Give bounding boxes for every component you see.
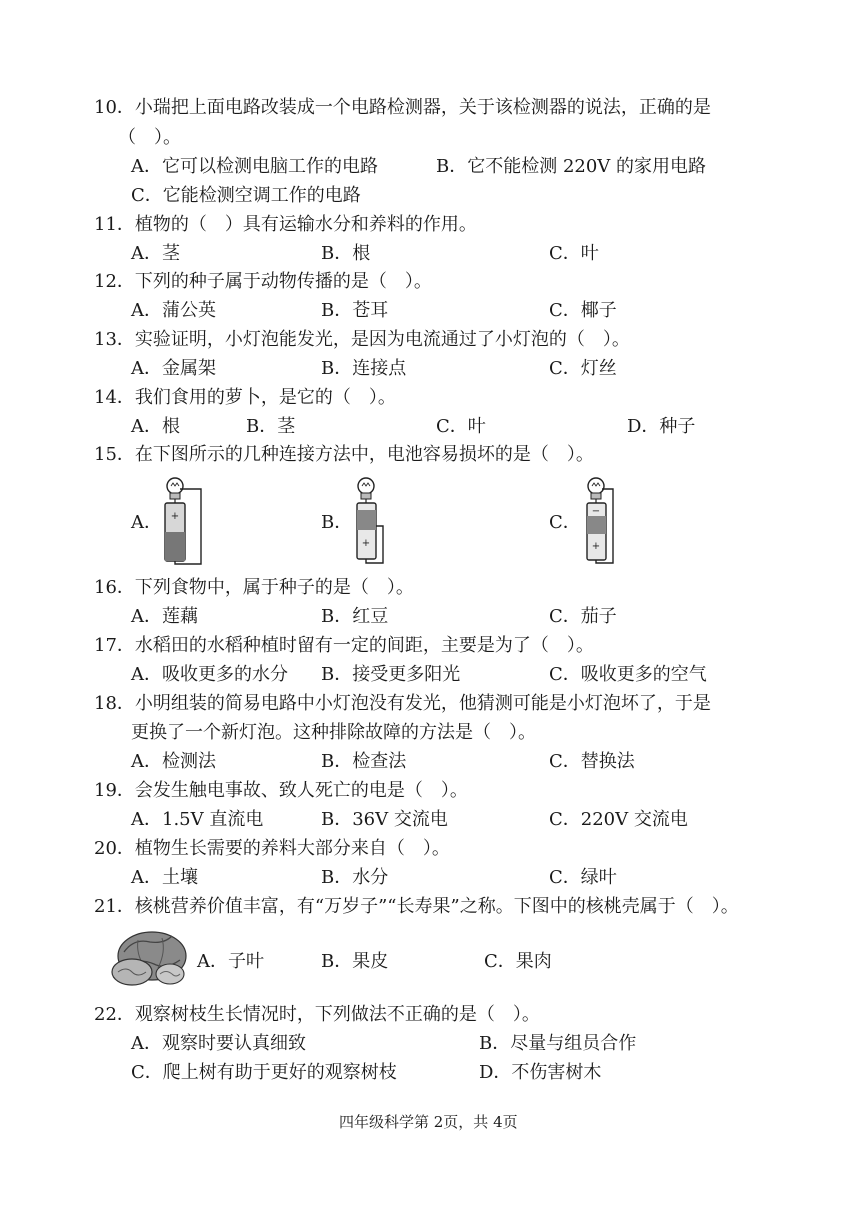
question-17-stem: 17．水稻田的水稻种植时留有一定的间距，主要是为了（ ）。 (94, 635, 594, 656)
question-18-option-c[interactable]: C．替换法 (549, 751, 635, 772)
question-20-option-c[interactable]: C．绿叶 (549, 867, 617, 888)
question-17-option-b[interactable]: B．接受更多阳光 (321, 664, 461, 685)
question-20-option-b[interactable]: B．水分 (321, 867, 389, 888)
question-13-option-c[interactable]: C．灯丝 (549, 358, 617, 379)
battery-sign-c-bottom: + (591, 541, 601, 552)
question-17-option-a[interactable]: A．吸收更多的水分 (131, 664, 288, 685)
question-19-option-b[interactable]: B．36V 交流电 (321, 809, 448, 830)
question-20-stem: 20．植物生长需要的养料大部分来自（ ）。 (94, 838, 450, 859)
question-10-option-c[interactable]: C．它能检测空调工作的电路 (131, 185, 361, 206)
question-10-stem-cont: （ ）。 (118, 127, 181, 148)
question-19-option-a[interactable]: A．1.5V 直流电 (131, 809, 264, 830)
question-16-stem: 16．下列食物中，属于种子的是（ ）。 (94, 577, 414, 598)
question-13-option-b[interactable]: B．连接点 (321, 358, 407, 379)
question-14-stem: 14．我们食用的萝卜，是它的（ ）。 (94, 387, 396, 408)
question-22-option-d[interactable]: D．不伤害树木 (479, 1062, 602, 1083)
question-15-option-a[interactable]: A． (131, 512, 162, 533)
question-21-option-a[interactable]: A．子叶 (197, 951, 264, 972)
question-18-option-a[interactable]: A．检测法 (131, 751, 216, 772)
question-22-stem: 22．观察树枝生长情况时，下列做法不正确的是（ ）。 (94, 1004, 540, 1025)
question-22-option-a[interactable]: A．观察时要认真细致 (131, 1033, 306, 1054)
question-12-stem: 12．下列的种子属于动物传播的是（ ）。 (94, 271, 432, 292)
question-13-stem: 13．实验证明，小灯泡能发光，是因为电流通过了小灯泡的（ ）。 (94, 329, 630, 350)
question-20-option-a[interactable]: A．土壤 (131, 867, 198, 888)
question-14-option-b[interactable]: B．茎 (246, 416, 296, 437)
question-11-option-a[interactable]: A．茎 (131, 243, 180, 264)
question-16-option-a[interactable]: A．莲藕 (131, 606, 198, 627)
question-21-option-b[interactable]: B．果皮 (321, 951, 389, 972)
question-14-option-c[interactable]: C．叶 (436, 416, 486, 437)
question-14-option-d[interactable]: D．种子 (627, 416, 696, 437)
question-19-option-c[interactable]: C．220V 交流电 (549, 809, 688, 830)
question-21-stem: 21．核桃营养价值丰富，有“万岁子”“长寿果”之称。下图中的核桃壳属于（ ）。 (94, 896, 739, 917)
question-22-option-c[interactable]: C．爬上树有助于更好的观察树枝 (131, 1062, 397, 1083)
circuit-figure-c (580, 476, 620, 568)
question-10-option-a[interactable]: A．它可以检测电脑工作的电路 (131, 156, 378, 177)
question-10-stem: 10．小瑞把上面电路改装成一个电路检测器，关于该检测器的说法，正确的是 (94, 97, 711, 118)
question-11-option-b[interactable]: B．根 (321, 243, 371, 264)
question-14-option-a[interactable]: A．根 (131, 416, 180, 437)
page-footer: 四年级科学第 2页，共 4页 (339, 1113, 518, 1131)
question-15-option-c[interactable]: C． (549, 512, 581, 533)
question-22-option-b[interactable]: B．尽量与组员合作 (479, 1033, 637, 1054)
question-15-stem: 15．在下图所示的几种连接方法中，电池容易损坏的是（ ）。 (94, 444, 594, 465)
question-18-option-b[interactable]: B．检查法 (321, 751, 407, 772)
question-15-option-b[interactable]: B． (321, 512, 353, 533)
question-19-stem: 19．会发生触电事故、致人死亡的电是（ ）。 (94, 780, 468, 801)
question-12-option-b[interactable]: B．苍耳 (321, 300, 389, 321)
question-16-option-b[interactable]: B．红豆 (321, 606, 389, 627)
question-17-option-c[interactable]: C．吸收更多的空气 (549, 664, 707, 685)
question-13-option-a[interactable]: A．金属架 (131, 358, 216, 379)
question-12-option-a[interactable]: A．蒲公英 (131, 300, 216, 321)
walnut-image (104, 922, 192, 992)
question-10-option-b[interactable]: B．它不能检测 220V 的家用电路 (436, 156, 707, 177)
battery-sign-a: + (170, 511, 180, 522)
question-12-option-c[interactable]: C．椰子 (549, 300, 617, 321)
circuit-figure-b (350, 476, 390, 568)
question-11-option-c[interactable]: C．叶 (549, 243, 599, 264)
battery-sign-c-top: − (591, 506, 601, 517)
question-21-option-c[interactable]: C．果肉 (484, 951, 552, 972)
circuit-figure-a (158, 476, 208, 568)
question-16-option-c[interactable]: C．茄子 (549, 606, 617, 627)
question-18-stem: 18．小明组装的简易电路中小灯泡没有发光，他猜测可能是小灯泡坏了，于是 (94, 693, 711, 714)
battery-sign-b: + (361, 538, 371, 549)
question-11-stem: 11．植物的（ ）具有运输水分和养料的作用。 (94, 214, 477, 235)
question-18-stem-cont: 更换了一个新灯泡。这种排除故障的方法是（ ）。 (131, 722, 536, 743)
